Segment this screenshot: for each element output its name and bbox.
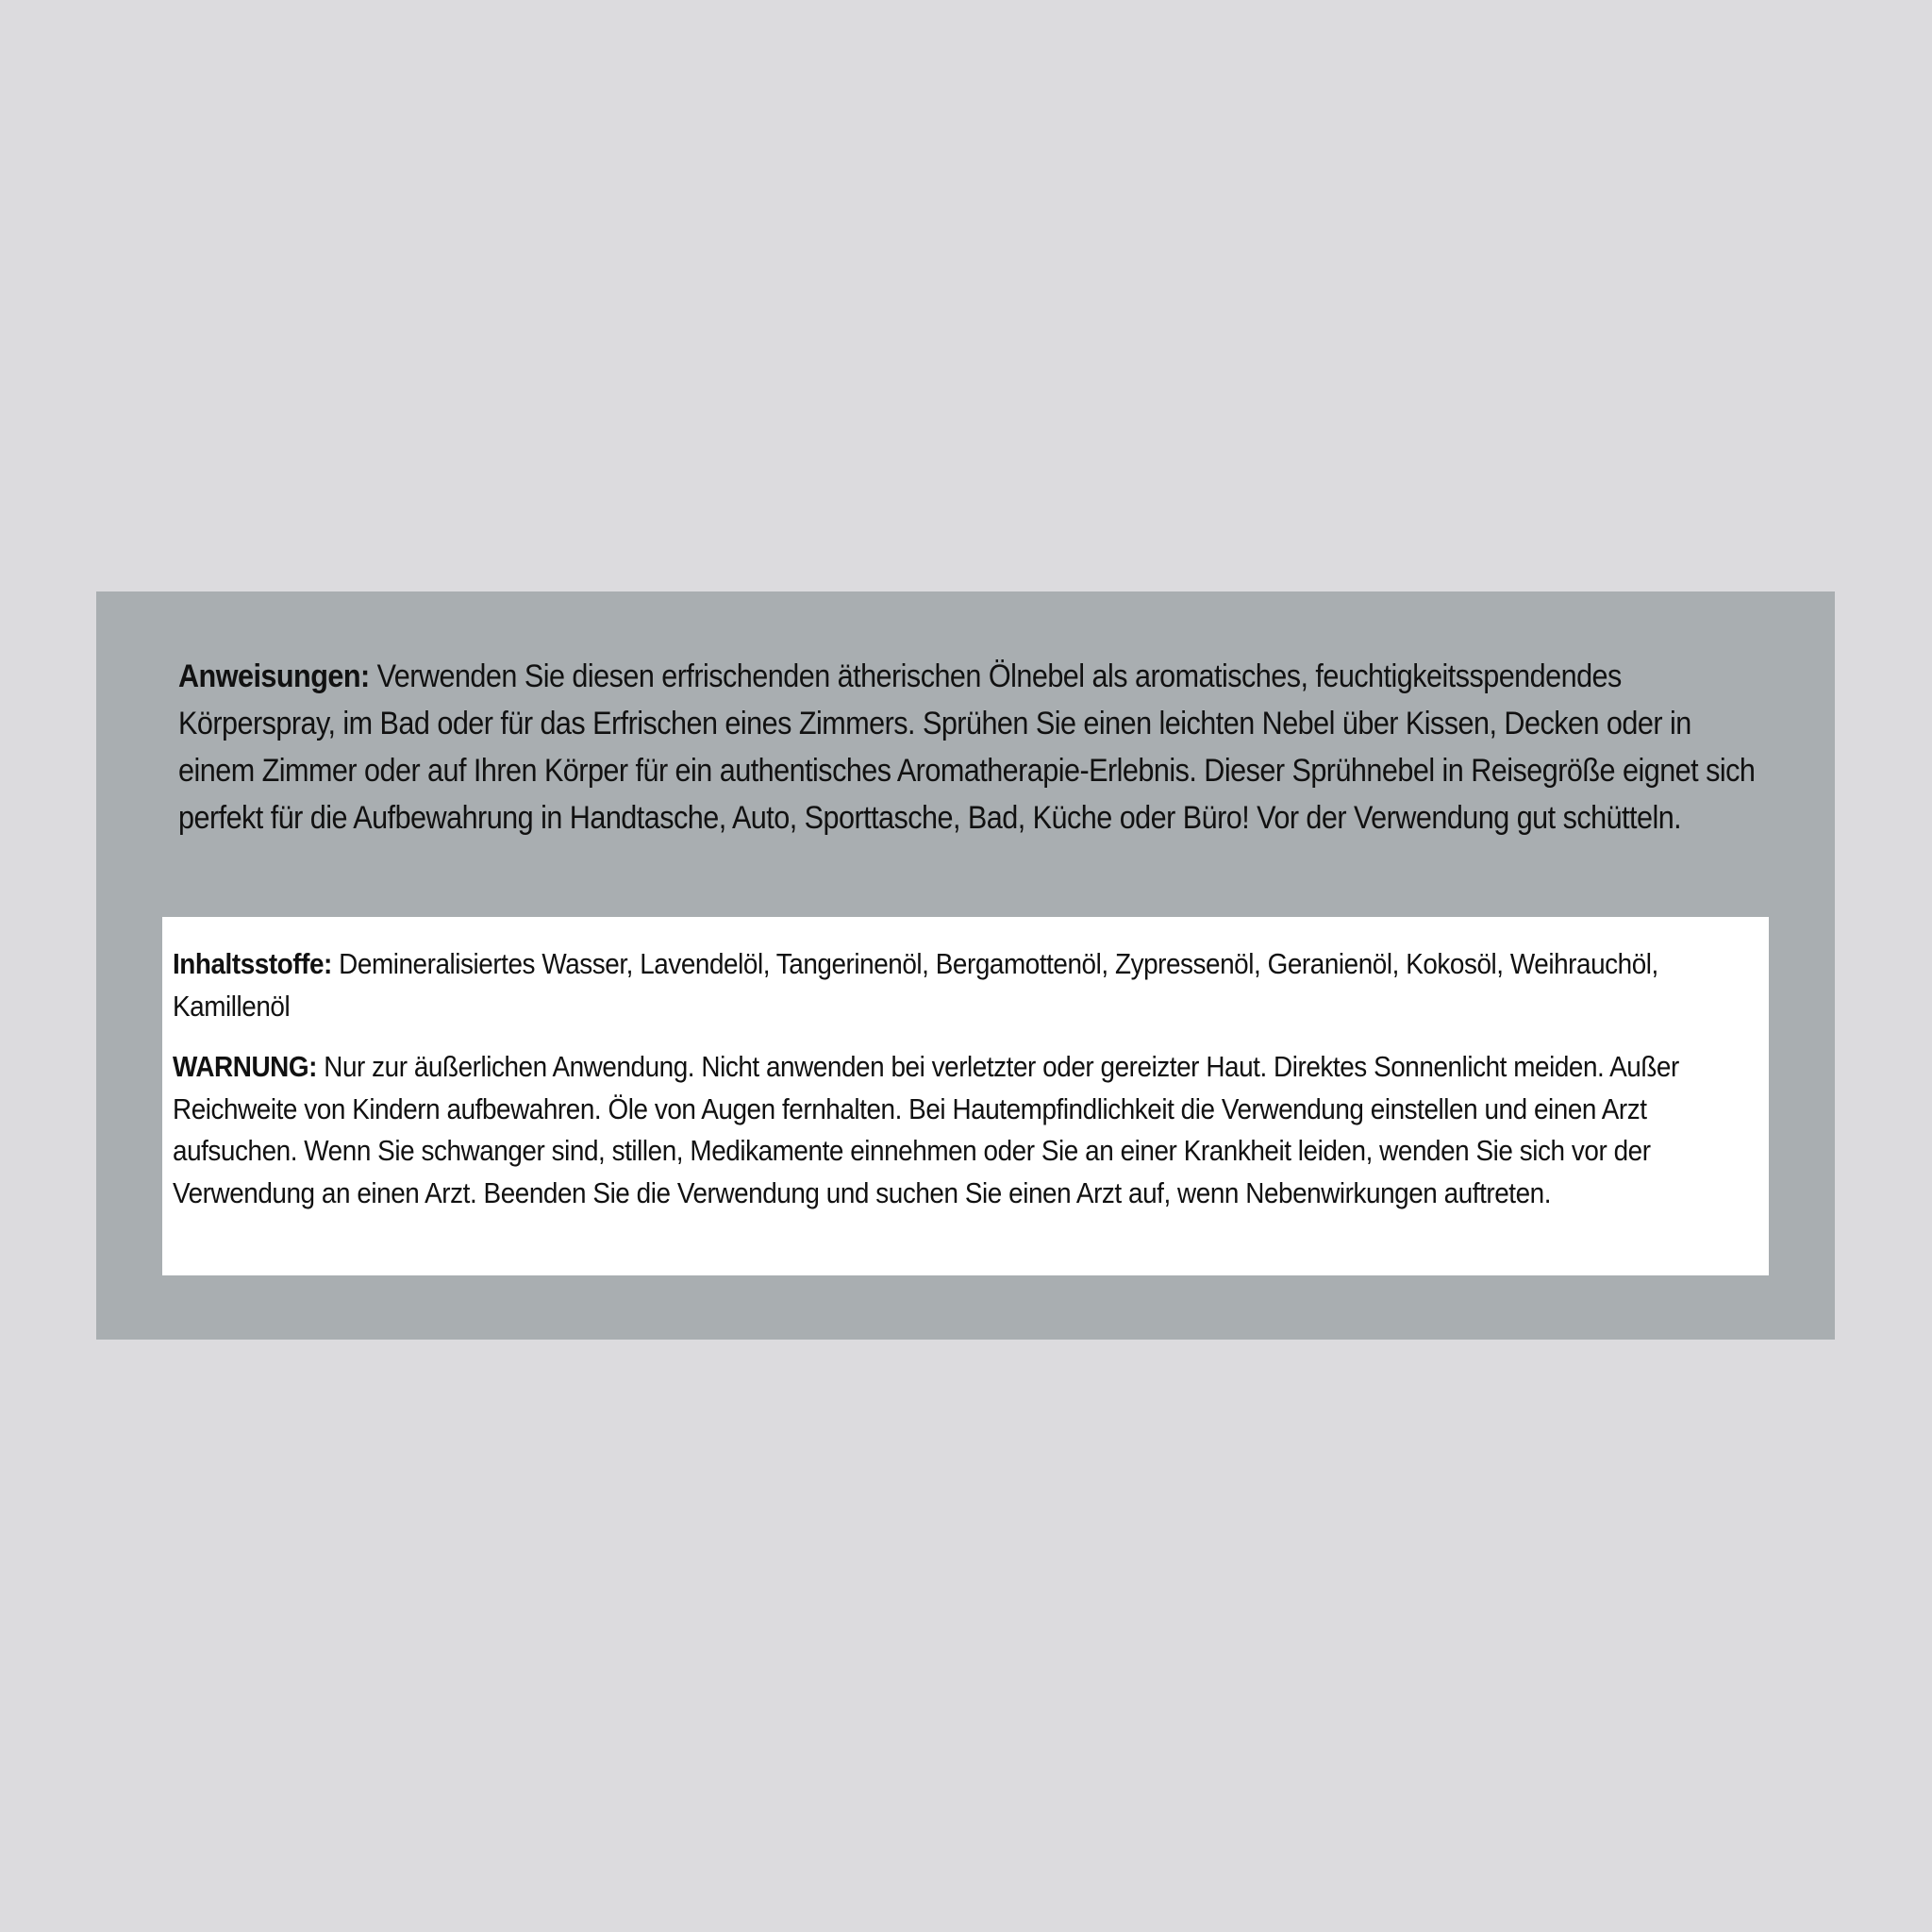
- directions-paragraph: [178, 653, 1774, 841]
- ingredients-text: Demineralisiertes Wasser, Lavendelöl, Tangerinenöl, Bergamottenöl, Zypressenöl, Geranienöl, Kokosöl, Weihrauchöl, Kamillenöl: [173, 947, 1658, 1023]
- directions-text: Verwenden Sie diesen erfrischenden ätherischen Ölnebel als aromatisches, feuchtigkeitsspendendes Körperspray, im Bad oder für das Erfrischen eines Zimmers. Sprühen Sie einen leichten Nebel über Kissen, Decken oder in einem Zimmer oder auf Ihren Körper für ein authentisches Aromatherapie-Erlebnis. Dieser Sprühnebel in Reisegröße eignet sich perfekt für die Aufbewahrung in Handtasche, Auto, Sporttasche, Bad, Küche oder Büro! Vor der Verwendung gut schütteln.: [178, 658, 1756, 836]
- ingredients-warning-box: [162, 917, 1769, 1275]
- directions-heading: Anweisungen:: [178, 658, 370, 694]
- product-label-panel: [96, 591, 1835, 1340]
- warning-paragraph: [173, 1046, 1760, 1214]
- info-content: [173, 943, 1760, 1214]
- ingredients-paragraph: [173, 943, 1760, 1027]
- warning-text: Nur zur äußerlichen Anwendung. Nicht anwenden bei verletzter oder gereizter Haut. Direktes Sonnenlicht meiden. Außer Reichweite von Kindern aufbewahren. Öle von Augen fernhalten. Bei Hautempfindlichkeit die Verwendung einstellen und einen Arzt aufsuchen. Wenn Sie schwanger sind, stillen, Medikamente einnehmen oder Sie an einer Krankheit leiden, wenden Sie sich vor der Verwendung an einen Arzt. Beenden Sie die Verwendung und suchen Sie einen Arzt auf, wenn Nebenwirkungen auftreten.: [173, 1050, 1679, 1209]
- warning-heading: WARNUNG:: [173, 1050, 317, 1083]
- ingredients-heading: Inhaltsstoffe:: [173, 947, 332, 980]
